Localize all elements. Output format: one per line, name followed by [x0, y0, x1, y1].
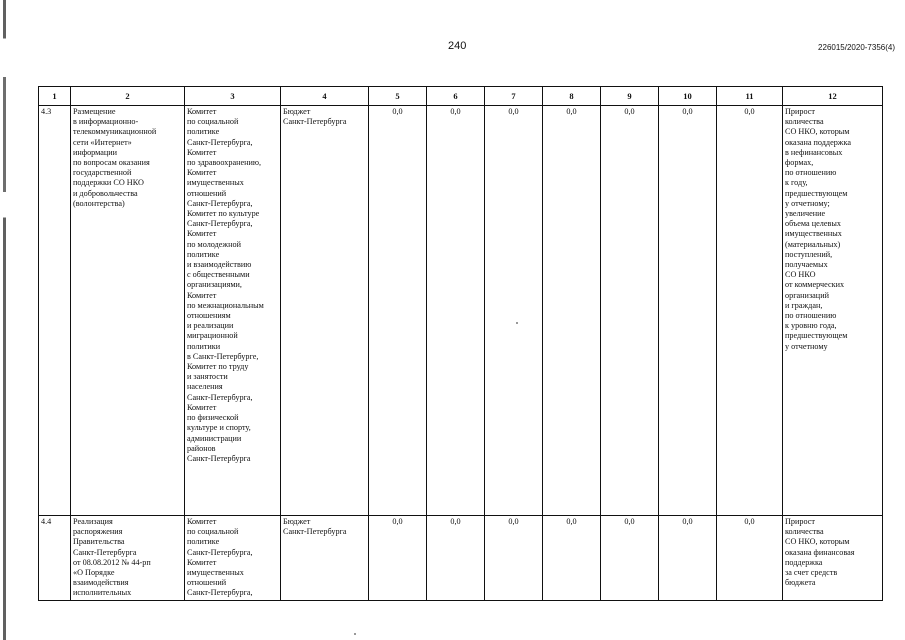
column-header: 6 — [427, 87, 485, 106]
funding-source: Бюджет Санкт-Петербурга — [281, 106, 369, 516]
scan-edge-shadow — [3, 0, 6, 640]
value-cell: 0,0 — [427, 106, 485, 516]
value-cell: 0,0 — [369, 516, 427, 601]
column-header: 8 — [543, 87, 601, 106]
measures-table — [38, 86, 883, 601]
value-cell: 0,0 — [543, 106, 601, 516]
column-header: 10 — [659, 87, 717, 106]
column-header: 5 — [369, 87, 427, 106]
table-row — [39, 516, 883, 601]
table-row — [39, 106, 883, 516]
value-cell: 0,0 — [369, 106, 427, 516]
column-header: 12 — [783, 87, 883, 106]
value-cell: 0,0 — [485, 516, 543, 601]
column-header: 7 — [485, 87, 543, 106]
column-header: 4 — [281, 87, 369, 106]
value-cell: 0,0 — [485, 106, 543, 516]
value-cell: 0,0 — [543, 516, 601, 601]
scan-speck — [516, 322, 518, 324]
value-cell: 0,0 — [659, 106, 717, 516]
executors: Комитет по социальной политике Санкт-Петербурга, Комитет имущественных отношений Санкт-Петербурга, — [185, 516, 281, 601]
page-number: 240 — [448, 40, 467, 52]
column-header: 3 — [185, 87, 281, 106]
document-code: 226015/2020-7356(4) — [818, 43, 895, 52]
executors: Комитет по социальной политике Санкт-Петербурга, Комитет по здравоохранению, Комитет имущественных отношений Санкт-Петербурга, Комитет по культуре Санкт-Петербурга, Комитет по молодежной политике и взаимодействию с общественными организациями, Комитет по межнациональным отношениям и реализации миграционной политики в Санкт-Петербурге, Комитет по труду и занятости населения Санкт-Петербурга, Комитет по физической культуре и спорту, администрации районов Санкт-Петербурга — [185, 106, 281, 516]
column-header: 11 — [717, 87, 783, 106]
column-header: 2 — [71, 87, 185, 106]
row-id: 4.3 — [39, 106, 71, 516]
funding-source: Бюджет Санкт-Петербурга — [281, 516, 369, 601]
value-cell: 0,0 — [601, 106, 659, 516]
value-cell: 0,0 — [601, 516, 659, 601]
value-cell: 0,0 — [717, 516, 783, 601]
value-cell: 0,0 — [717, 106, 783, 516]
table-header-row — [39, 87, 883, 106]
row-id: 4.4 — [39, 516, 71, 601]
value-cell: 0,0 — [427, 516, 485, 601]
expected-result: Прирост количества СО НКО, которым оказана финансовая поддержка за счет средств бюджета — [783, 516, 883, 601]
column-header: 1 — [39, 87, 71, 106]
measure-name: Реализация распоряжения Правительства Санкт-Петербурга от 08.08.2012 № 44-рп «О Порядке взаимодействия исполнительных — [71, 516, 185, 601]
scan-speck — [354, 633, 356, 635]
column-header: 9 — [601, 87, 659, 106]
expected-result: Прирост количества СО НКО, которым оказана поддержка в нефинансовых формах, по отношению к году, предшествующем у отчетному; увеличение объема целевых имущественных (материальных) поступлений, получаемых СО НКО от коммерческих организаций и граждан, по отношению к уровню года, предшествующем у отчетному — [783, 106, 883, 516]
measure-name: Размещение в информационно- телекоммуникационной сети «Интернет» информации по вопросам оказания государственной поддержки СО НКО и добровольчества (волонтерства) — [71, 106, 185, 516]
value-cell: 0,0 — [659, 516, 717, 601]
